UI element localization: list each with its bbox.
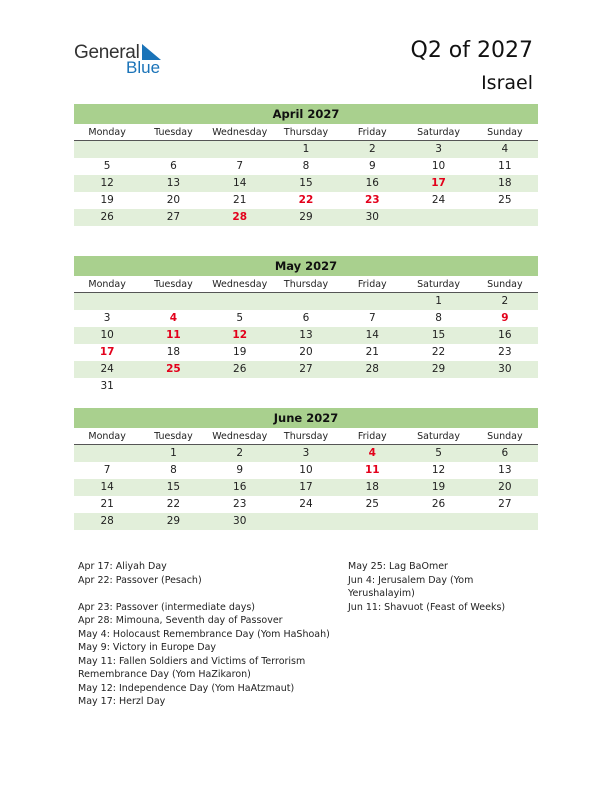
day-cell: 1 <box>273 141 339 158</box>
weekday-header: Sunday <box>472 124 538 141</box>
day-cell: 15 <box>140 479 206 496</box>
day-cell: 7 <box>103 464 111 476</box>
month-title: June 2027 <box>74 408 538 428</box>
day-cell: 17 <box>273 479 339 496</box>
empty-day-cell <box>207 141 273 158</box>
holiday-entry: Jun 11: Shavuot (Feast of Weeks) <box>348 601 506 613</box>
day-cell: 8 <box>170 464 177 476</box>
holiday-day-cell: 4 <box>169 312 178 324</box>
day-cell: 19 <box>405 479 471 496</box>
day-cell: 6 <box>302 312 310 324</box>
holiday-day-cell: 17 <box>99 346 115 358</box>
day-cell: 30 <box>207 513 273 530</box>
day-cell: 21 <box>100 498 114 510</box>
holiday-entry: Apr 17: Aliyah Day <box>78 561 167 572</box>
day-cell: 3 <box>405 141 471 158</box>
month-title: May 2027 <box>74 256 538 276</box>
day-cell: 15 <box>273 175 339 192</box>
empty-day-cell <box>405 378 471 395</box>
empty-day-cell <box>405 513 471 530</box>
holiday-entry: Apr 23: Passover (intermediate days) <box>78 601 255 613</box>
day-cell: 10 <box>74 327 140 344</box>
day-cell: 18 <box>339 479 405 496</box>
day-cell: 9 <box>236 464 244 476</box>
day-cell: 23 <box>498 346 512 358</box>
holiday-day-cell: 11 <box>364 464 380 476</box>
holiday-entry: May 17: Herzl Day <box>78 696 166 707</box>
holiday-list-left <box>78 560 338 709</box>
weekday-header: Friday <box>339 428 405 445</box>
holiday-day-cell: 23 <box>364 194 380 206</box>
month-grid <box>74 276 538 395</box>
day-cell: 28 <box>339 361 405 378</box>
day-cell: 14 <box>74 479 140 496</box>
day-cell: 16 <box>339 175 405 192</box>
empty-day-cell <box>472 378 538 395</box>
day-cell: 6 <box>170 160 177 172</box>
day-cell: 12 <box>74 175 140 192</box>
day-cell: 21 <box>233 194 247 206</box>
day-cell: 2 <box>339 141 405 158</box>
day-cell: 7 <box>236 160 244 172</box>
day-cell: 3 <box>103 312 111 324</box>
day-cell: 24 <box>431 194 446 206</box>
day-cell: 19 <box>233 346 247 358</box>
day-cell: 10 <box>299 464 313 476</box>
weekday-header: Monday <box>74 124 140 141</box>
holiday-day-cell: 4 <box>339 445 405 462</box>
month-grid <box>74 428 538 530</box>
day-cell: 16 <box>207 479 273 496</box>
day-cell: 3 <box>273 445 339 462</box>
day-cell: 22 <box>431 346 446 358</box>
holiday-day-cell: 17 <box>405 175 471 192</box>
empty-day-cell <box>74 141 140 158</box>
day-cell: 12 <box>431 464 446 476</box>
holiday-day-cell: 28 <box>207 209 273 226</box>
empty-day-cell <box>339 293 405 310</box>
day-cell: 14 <box>339 327 405 344</box>
day-cell: 31 <box>100 380 114 392</box>
weekday-header: Friday <box>339 276 405 293</box>
holiday-entry: May 11: Fallen Soldiers and Victims of Terrorism Remembrance Day (Yom HaZikaron) <box>78 655 306 680</box>
holiday-list-spacer <box>78 587 338 601</box>
month-calendar-june <box>74 408 538 530</box>
day-cell: 29 <box>140 513 206 530</box>
weekday-header: Wednesday <box>207 124 273 141</box>
day-cell: 27 <box>140 209 206 226</box>
weekday-header: Tuesday <box>140 124 206 141</box>
holiday-day-cell: 25 <box>140 361 206 378</box>
weekday-header: Monday <box>74 276 140 293</box>
day-cell: 30 <box>472 361 538 378</box>
weekday-header: Friday <box>339 124 405 141</box>
weekday-header: Saturday <box>405 124 471 141</box>
holiday-entry: May 25: Lag BaOmer <box>348 561 448 572</box>
day-cell: 7 <box>368 312 376 324</box>
month-title: April 2027 <box>74 104 538 124</box>
day-cell: 5 <box>236 312 244 324</box>
weekday-header: Sunday <box>472 276 538 293</box>
weekday-header: Tuesday <box>140 276 206 293</box>
day-cell: 27 <box>498 498 512 510</box>
day-cell: 5 <box>405 445 471 462</box>
page-title: Q2 of 2027 <box>410 38 533 63</box>
day-cell: 29 <box>405 361 471 378</box>
day-cell: 2 <box>472 293 538 310</box>
day-cell: 18 <box>166 346 181 358</box>
weekday-header: Saturday <box>405 428 471 445</box>
month-calendar-may <box>74 256 538 395</box>
weekday-header: Thursday <box>273 124 339 141</box>
holiday-day-cell: 12 <box>207 327 273 344</box>
holiday-day-cell: 22 <box>298 194 314 206</box>
day-cell: 30 <box>339 209 405 226</box>
day-cell: 29 <box>273 209 339 226</box>
weekday-header: Tuesday <box>140 428 206 445</box>
holiday-entry: Apr 22: Passover (Pesach) <box>78 574 202 586</box>
day-cell: 19 <box>100 194 114 206</box>
day-cell: 8 <box>302 160 310 172</box>
holiday-entry: Apr 28: Mimouna, Seventh day of Passover <box>78 615 283 626</box>
day-cell: 13 <box>498 464 512 476</box>
day-cell: 25 <box>498 194 512 206</box>
day-cell: 22 <box>166 498 181 510</box>
empty-day-cell <box>273 293 339 310</box>
weekday-header: Thursday <box>273 428 339 445</box>
empty-day-cell <box>472 209 538 226</box>
holiday-day-cell: 9 <box>501 312 509 324</box>
weekday-header: Wednesday <box>207 276 273 293</box>
day-cell: 26 <box>431 498 446 510</box>
day-cell: 20 <box>472 479 538 496</box>
weekday-header: Sunday <box>472 428 538 445</box>
day-cell: 4 <box>472 141 538 158</box>
empty-day-cell <box>74 293 140 310</box>
weekday-header: Thursday <box>273 276 339 293</box>
day-cell: 9 <box>368 160 376 172</box>
empty-day-cell <box>207 293 273 310</box>
holiday-entry: Jun 4: Jerusalem Day (Yom Yerushalayim) <box>348 574 474 599</box>
weekday-header: Monday <box>74 428 140 445</box>
day-cell: 1 <box>140 445 206 462</box>
day-cell: 20 <box>299 346 313 358</box>
day-cell: 1 <box>405 293 471 310</box>
day-cell: 24 <box>74 361 140 378</box>
empty-day-cell <box>74 445 140 462</box>
day-cell: 8 <box>435 312 442 324</box>
weekday-header: Saturday <box>405 276 471 293</box>
day-cell: 26 <box>74 209 140 226</box>
empty-day-cell <box>140 293 206 310</box>
country-name: Israel <box>481 72 533 94</box>
day-cell: 13 <box>140 175 206 192</box>
empty-day-cell <box>472 513 538 530</box>
day-cell: 5 <box>103 160 111 172</box>
day-cell: 21 <box>365 346 379 358</box>
empty-day-cell <box>339 378 405 395</box>
day-cell: 25 <box>365 498 379 510</box>
empty-day-cell <box>273 513 339 530</box>
month-grid <box>74 124 538 226</box>
holiday-day-cell: 11 <box>140 327 206 344</box>
day-cell: 6 <box>472 445 538 462</box>
day-cell: 10 <box>431 160 446 172</box>
logo-text-general: General <box>74 42 140 63</box>
empty-day-cell <box>140 378 206 395</box>
empty-day-cell <box>273 378 339 395</box>
empty-day-cell <box>207 378 273 395</box>
empty-day-cell <box>339 513 405 530</box>
day-cell: 24 <box>299 498 313 510</box>
day-cell: 28 <box>74 513 140 530</box>
day-cell: 23 <box>233 498 247 510</box>
weekday-header: Wednesday <box>207 428 273 445</box>
holiday-entry: May 12: Independence Day (Yom HaAtzmaut) <box>78 682 295 694</box>
day-cell: 13 <box>273 327 339 344</box>
logo-text-blue: Blue <box>126 58 161 77</box>
generalblue-logo <box>74 42 174 76</box>
day-cell: 14 <box>207 175 273 192</box>
day-cell: 18 <box>472 175 538 192</box>
month-calendar-april <box>74 104 538 226</box>
day-cell: 27 <box>273 361 339 378</box>
day-cell: 20 <box>166 194 181 206</box>
holiday-entry: May 4: Holocaust Remembrance Day (Yom HaShoah) <box>78 628 330 640</box>
empty-day-cell <box>405 209 471 226</box>
day-cell: 11 <box>498 160 512 172</box>
empty-day-cell <box>140 141 206 158</box>
day-cell: 15 <box>405 327 471 344</box>
holiday-list-right <box>348 560 538 614</box>
day-cell: 26 <box>207 361 273 378</box>
holiday-entry: May 9: Victory in Europe Day <box>78 642 217 653</box>
day-cell: 16 <box>472 327 538 344</box>
day-cell: 2 <box>207 445 273 462</box>
